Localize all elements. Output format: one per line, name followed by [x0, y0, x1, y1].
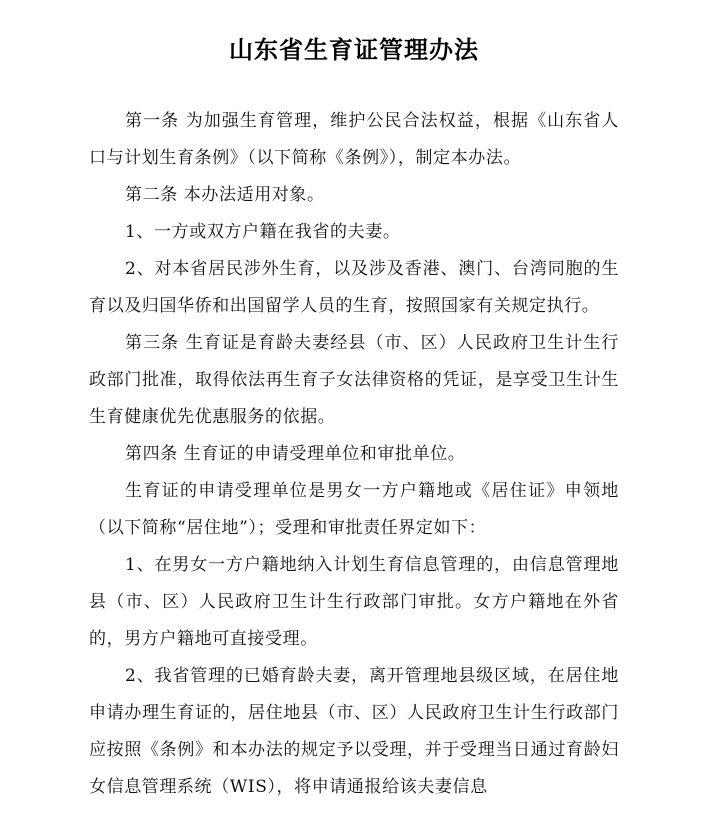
paragraph-article-4-item-2: 2、我省管理的已婚育龄夫妻，离开管理地县级区域，在居住地申请办理生育证的，居住地县（市、区）人民政府卫生计生行政部门应按照《条例》和本办法的规定予以受理，并于受理当日通过育龄妇女信息管理系统（WIS），将申请通报给该夫妻信息: [89, 666, 619, 797]
paragraph-article-4-item-1: 1、在男女一方户籍地纳入计划生育信息管理的，由信息管理地县（市、区）人民政府卫生计生行政部门审批。女方户籍地在外省的，男方户籍地可直接受理。: [89, 555, 619, 649]
paragraph-article-4-intro: 生育证的申请受理单位是男女一方户籍地或《居住证》申领地（以下简称“居住地”）；受理和审批责任界定如下：: [89, 481, 619, 538]
document-body: [89, 103, 619, 806]
paragraph-article-2-item-2: 2、对本省居民涉外生育，以及涉及香港、澳门、台湾同胞的生育以及归国华侨和出国留学人员的生育，按照国家有关规定执行。: [89, 259, 619, 316]
paragraph-article-2-item-1: 1、一方或双方户籍在我省的夫妻。: [125, 222, 401, 242]
paragraph-article-2: 第二条 本办法适用对象。: [125, 185, 325, 205]
paragraph-article-3: 第三条 生育证是育龄夫妻经县（市、区）人民政府卫生计生行政部门批准，取得依法再生育子女法律资格的凭证，是享受卫生计生生育健康优先优惠服务的依据。: [89, 333, 619, 427]
paragraph-article-1: 第一条 为加强生育管理，维护公民合法权益，根据《山东省人口与计划生育条例》（以下简称《条例》），制定本办法。: [89, 111, 619, 168]
document-title: 山东省生育证管理办法: [229, 36, 479, 64]
paragraph-article-4: 第四条 生育证的申请受理单位和审批单位。: [125, 444, 466, 464]
